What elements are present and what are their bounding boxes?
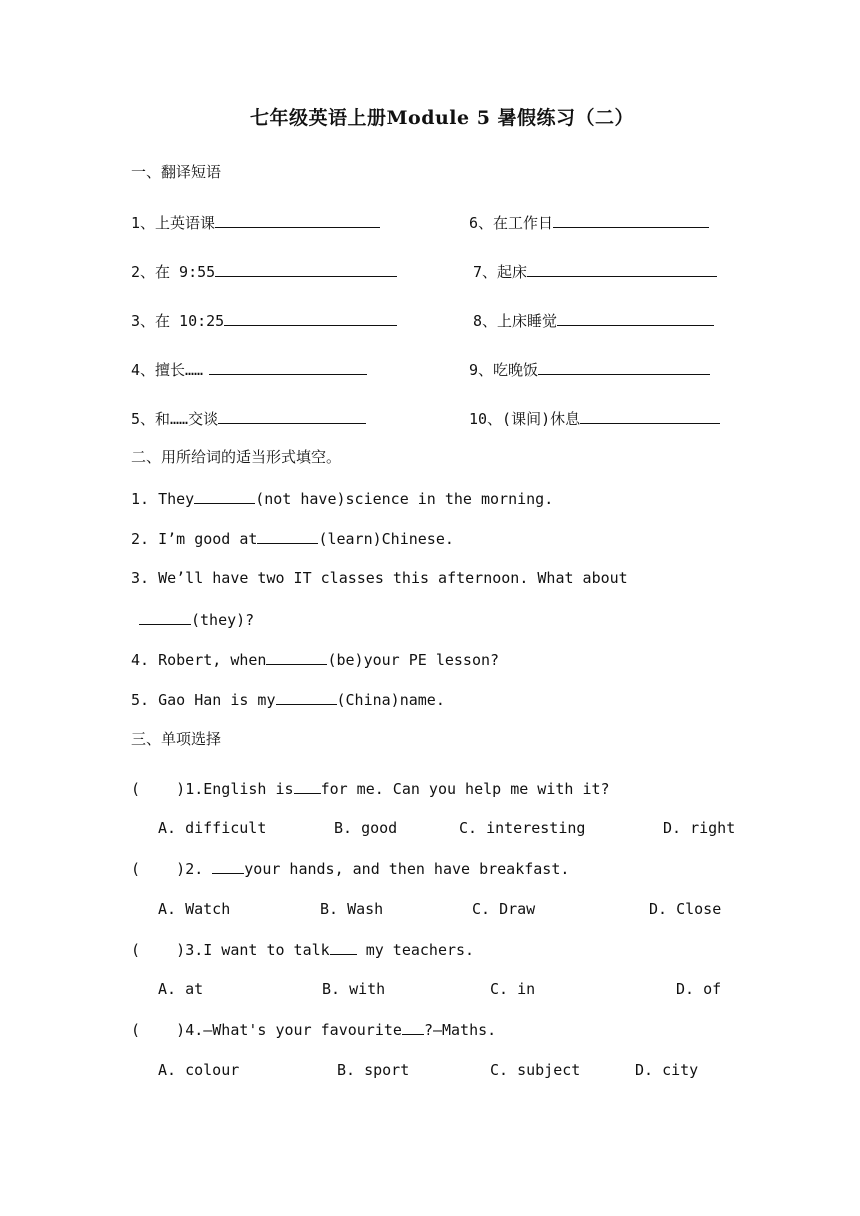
phrase-item: 1、上英语课 — [131, 212, 380, 233]
page-title: 七年级英语上册Module 5 暑假练习（二） — [250, 107, 635, 129]
option-a[interactable]: A. colour — [158, 1061, 240, 1079]
option-a[interactable]: A. at — [158, 980, 204, 998]
section-heading-choice: 三、单项选择 — [131, 730, 222, 748]
answer-paren[interactable]: ( ) — [131, 1021, 186, 1039]
phrase-item: 5、和……交谈 — [131, 408, 366, 429]
option-b[interactable]: B. good — [334, 819, 398, 837]
answer-blank[interactable] — [224, 310, 397, 326]
section-heading-fill: 二、用所给词的适当形式填空。 — [131, 448, 342, 466]
choice-question: ( )3.I want to talk my teachers. — [131, 941, 475, 959]
fill-item: 3. We’ll have two IT classes this afternoon. What about — [131, 569, 628, 587]
option-c[interactable]: C. in — [490, 980, 536, 998]
option-d[interactable]: D. Close — [649, 900, 722, 918]
fill-item: 2. I’m good at (learn)Chinese. — [131, 530, 454, 548]
option-c[interactable]: C. subject — [490, 1061, 581, 1079]
answer-blank[interactable] — [215, 212, 380, 228]
answer-blank[interactable] — [527, 261, 717, 277]
answer-blank[interactable] — [580, 408, 720, 424]
option-d[interactable]: D. of — [676, 980, 722, 998]
fill-item: 1. They (not have)science in the morning. — [131, 490, 554, 508]
answer-blank[interactable] — [209, 359, 367, 375]
choice-question: ( )4.—What's your favourite ?—Maths. — [131, 1021, 497, 1039]
answer-blank[interactable] — [294, 778, 321, 794]
answer-blank[interactable] — [538, 359, 710, 375]
phrase-item: 2、在 9:55 — [131, 261, 397, 282]
option-c[interactable]: C. interesting — [459, 819, 586, 837]
phrase-item: 8、上床睡觉 — [473, 310, 714, 331]
answer-blank[interactable] — [218, 408, 366, 424]
answer-paren[interactable]: ( ) — [131, 780, 186, 798]
phrase-item: 9、吃晚饭 — [469, 359, 710, 380]
answer-blank[interactable] — [215, 261, 397, 277]
phrase-item: 6、在工作日 — [469, 212, 709, 233]
fill-item: 5. Gao Han is my (China)name. — [131, 691, 445, 709]
option-b[interactable]: B. with — [322, 980, 386, 998]
option-a[interactable]: A. difficult — [158, 819, 267, 837]
answer-blank[interactable] — [402, 1019, 424, 1035]
fill-item: (they)? — [139, 609, 254, 630]
answer-blank[interactable] — [553, 212, 709, 228]
answer-blank[interactable] — [212, 858, 244, 874]
fill-item: 4. Robert, when (be)your PE lesson? — [131, 651, 500, 669]
phrase-item: 7、起床 — [473, 261, 717, 282]
answer-blank[interactable] — [276, 689, 337, 705]
option-a[interactable]: A. Watch — [158, 900, 231, 918]
option-c[interactable]: C. Draw — [472, 900, 536, 918]
answer-blank[interactable] — [330, 939, 357, 955]
choice-question: ( )1.English is for me. Can you help me with it? — [131, 780, 610, 798]
option-b[interactable]: B. sport — [337, 1061, 410, 1079]
option-d[interactable]: D. right — [663, 819, 736, 837]
answer-paren[interactable]: ( ) — [131, 860, 186, 878]
answer-blank[interactable] — [139, 609, 191, 625]
answer-blank[interactable] — [266, 649, 327, 665]
answer-paren[interactable]: ( ) — [131, 941, 186, 959]
answer-blank[interactable] — [194, 488, 255, 504]
answer-blank[interactable] — [257, 528, 318, 544]
phrase-item: 3、在 10:25 — [131, 310, 397, 331]
phrase-item: 10、(课间)休息 — [469, 408, 720, 429]
option-b[interactable]: B. Wash — [320, 900, 384, 918]
phrase-item: 4、擅长…… — [131, 359, 367, 380]
option-d[interactable]: D. city — [635, 1061, 699, 1079]
choice-question: ( )2. your hands, and then have breakfast. — [131, 860, 570, 878]
answer-blank[interactable] — [557, 310, 714, 326]
section-heading-translate: 一、翻译短语 — [131, 163, 222, 181]
